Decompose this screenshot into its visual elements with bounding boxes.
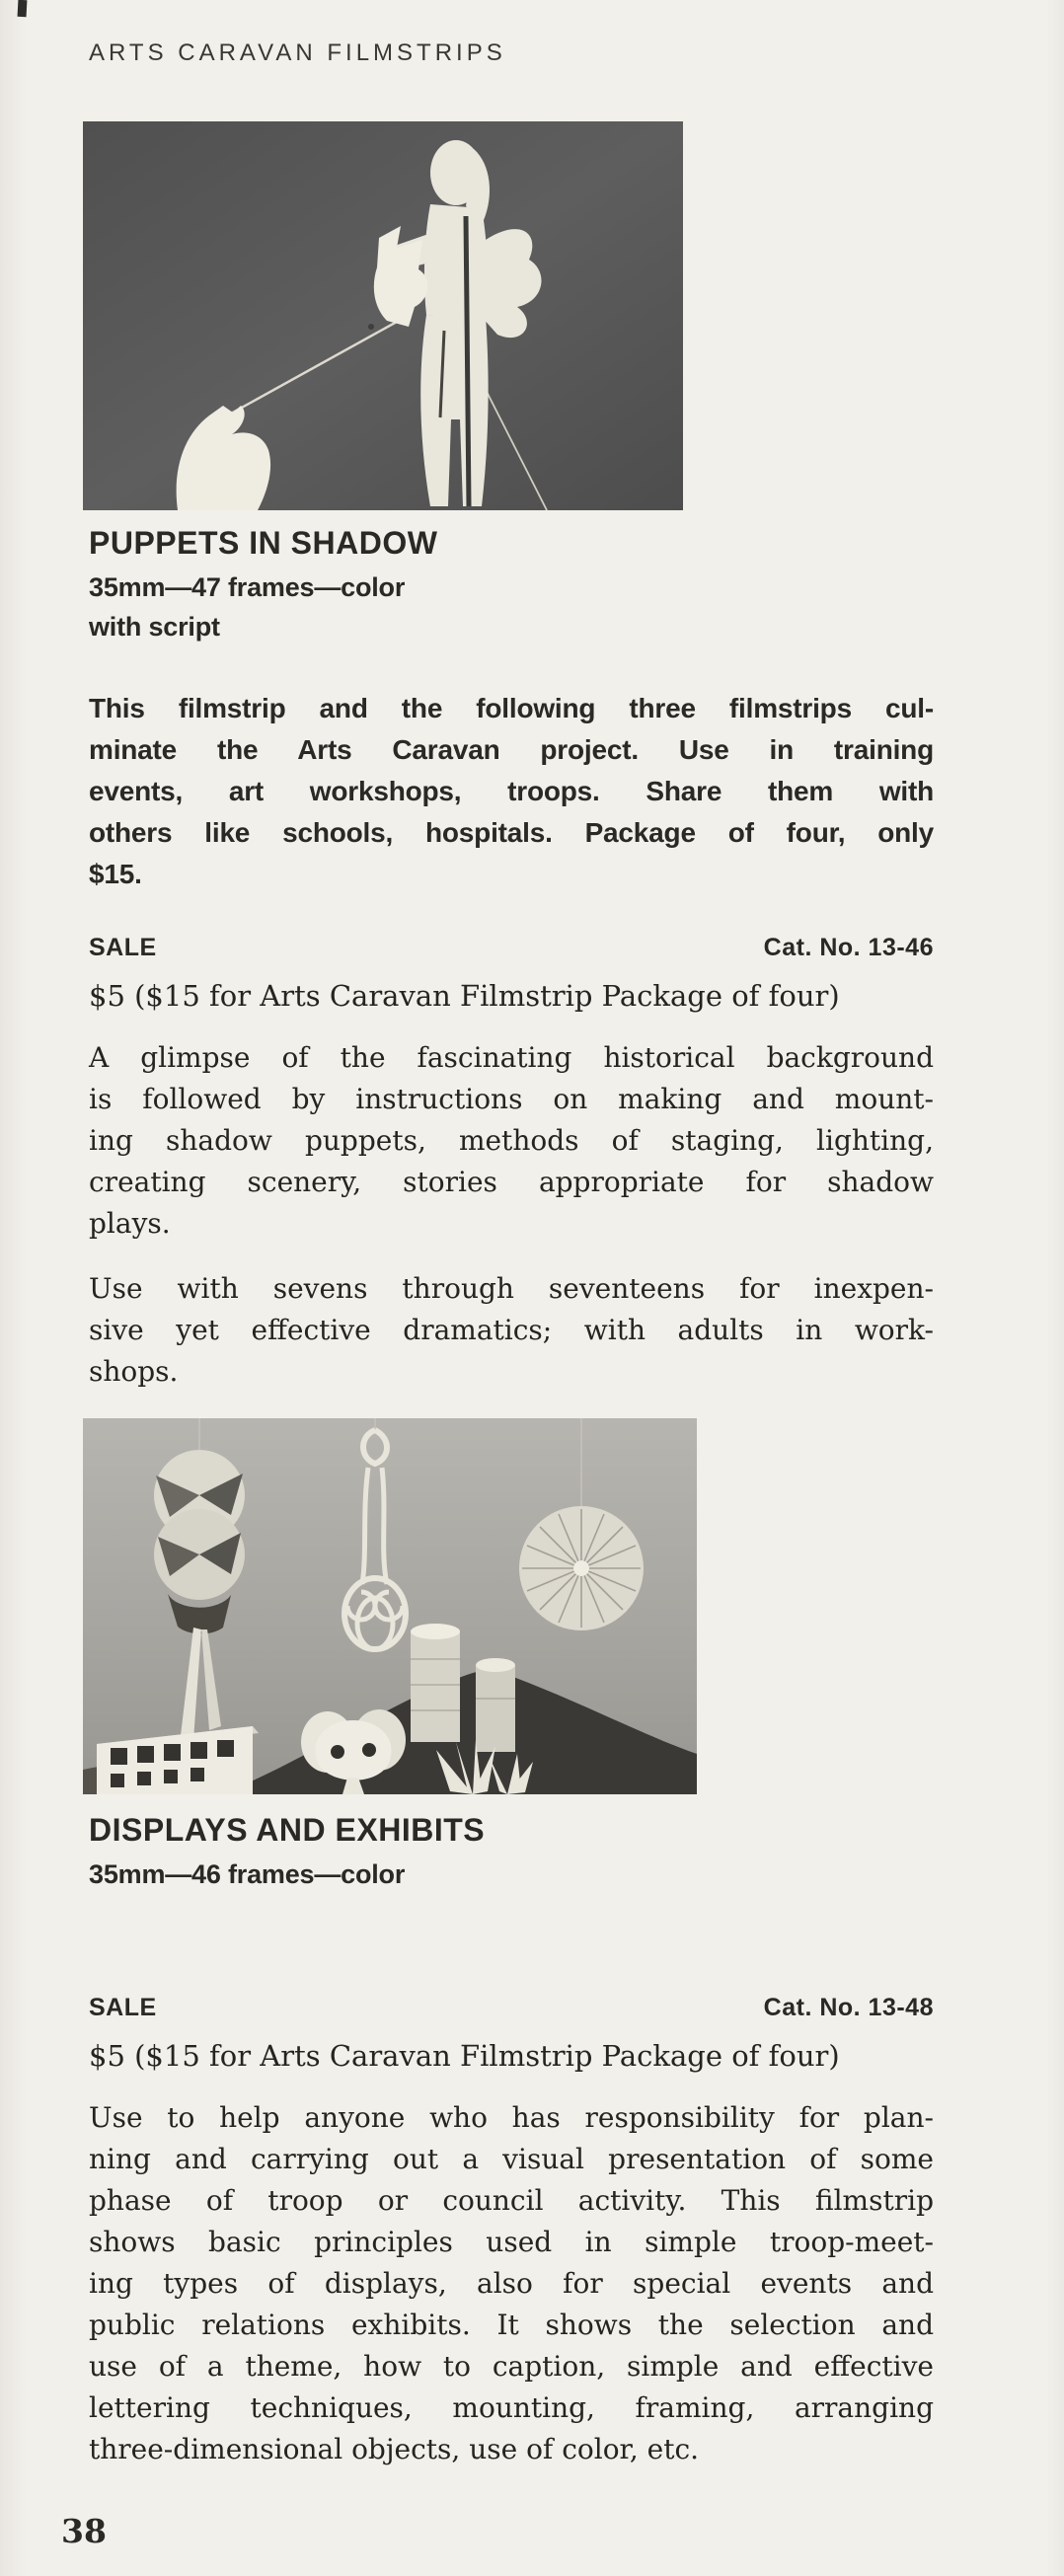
pinhole-speck	[368, 324, 374, 330]
filmstrip-spec: 35mm—47 frames—color	[89, 572, 406, 602]
price-line: $5 ($15 for Arts Caravan Filmstrip Package of four)	[89, 2039, 840, 2073]
text-line: ning and carrying out a visual presentation of some	[89, 2143, 934, 2175]
text-line: phase of troop or council activity. This filmstrip	[89, 2184, 934, 2217]
text-line: This filmstrip and the following three filmstrips cul-	[89, 693, 934, 723]
text-line: sive yet effective dramatics; with adults in work-	[89, 1314, 934, 1346]
displays-exhibits-photo	[83, 1418, 697, 1794]
page-number: 38	[61, 2512, 107, 2550]
shadow-puppet-photo	[83, 121, 683, 510]
text-line: events, art workshops, troops. Share them with	[89, 776, 934, 806]
shadow-puppet-illustration	[83, 121, 683, 510]
filmstrip-spec: 35mm—46 frames—color	[89, 1859, 406, 1889]
listing-puppets-in-shadow	[89, 524, 934, 1393]
text-line: plays.	[89, 1207, 171, 1240]
sale-row	[89, 1993, 934, 2022]
paper-rosette	[519, 1506, 644, 1630]
text-line: ing types of displays, also for special events and	[89, 2267, 934, 2300]
displays-illustration	[83, 1418, 697, 1794]
text-line: shows basic principles used in simple troop-meet-	[89, 2226, 934, 2258]
scan-artifact	[18, 0, 28, 17]
listing-displays-and-exhibits	[89, 1811, 934, 2470]
text-line: shops.	[89, 1355, 179, 1388]
text-line: creating scenery, stories appropriate for shadow	[89, 1166, 934, 1198]
filmstrip-title: DISPLAYS AND EXHIBITS	[89, 1812, 486, 1848]
catalog-number: Cat. No. 13-48	[763, 1994, 934, 2021]
description-paragraph	[89, 2097, 934, 2470]
sale-label: SALE	[89, 934, 157, 961]
filmstrip-spec-script: with script	[89, 612, 220, 642]
running-header: ARTS CARAVAN FILMSTRIPS	[89, 39, 506, 66]
intro-paragraph	[89, 688, 934, 895]
text-line: minate the Arts Caravan project. Use in training	[89, 734, 934, 765]
text-line: $15.	[89, 859, 142, 889]
text-line: Use with sevens through seventeens for inexpen-	[89, 1272, 934, 1305]
catalog-number: Cat. No. 13-46	[763, 934, 934, 961]
text-line: use of a theme, how to caption, simple and effective	[89, 2350, 934, 2383]
text-line: ing shadow puppets, methods of staging, lighting,	[89, 1124, 934, 1157]
text-line: lettering techniques, mounting, framing, arranging	[89, 2391, 934, 2424]
price-line: $5 ($15 for Arts Caravan Filmstrip Package of four)	[89, 979, 840, 1013]
text-line: three-dimensional objects, use of color, etc.	[89, 2433, 700, 2465]
text-line: public relations exhibits. It shows the selection and	[89, 2309, 934, 2341]
filmstrip-title: PUPPETS IN SHADOW	[89, 525, 438, 561]
description-paragraph	[89, 1037, 934, 1245]
text-line: others like schools, hospitals. Package of four, only	[89, 817, 934, 848]
text-line: Use to help anyone who has responsibility for plan-	[89, 2101, 934, 2134]
sale-label: SALE	[89, 1994, 157, 2021]
sale-row	[89, 933, 934, 962]
text-line: A glimpse of the fascinating historical background	[89, 1041, 934, 1074]
usage-paragraph	[89, 1268, 934, 1393]
text-line: is followed by instructions on making and mount-	[89, 1083, 934, 1115]
